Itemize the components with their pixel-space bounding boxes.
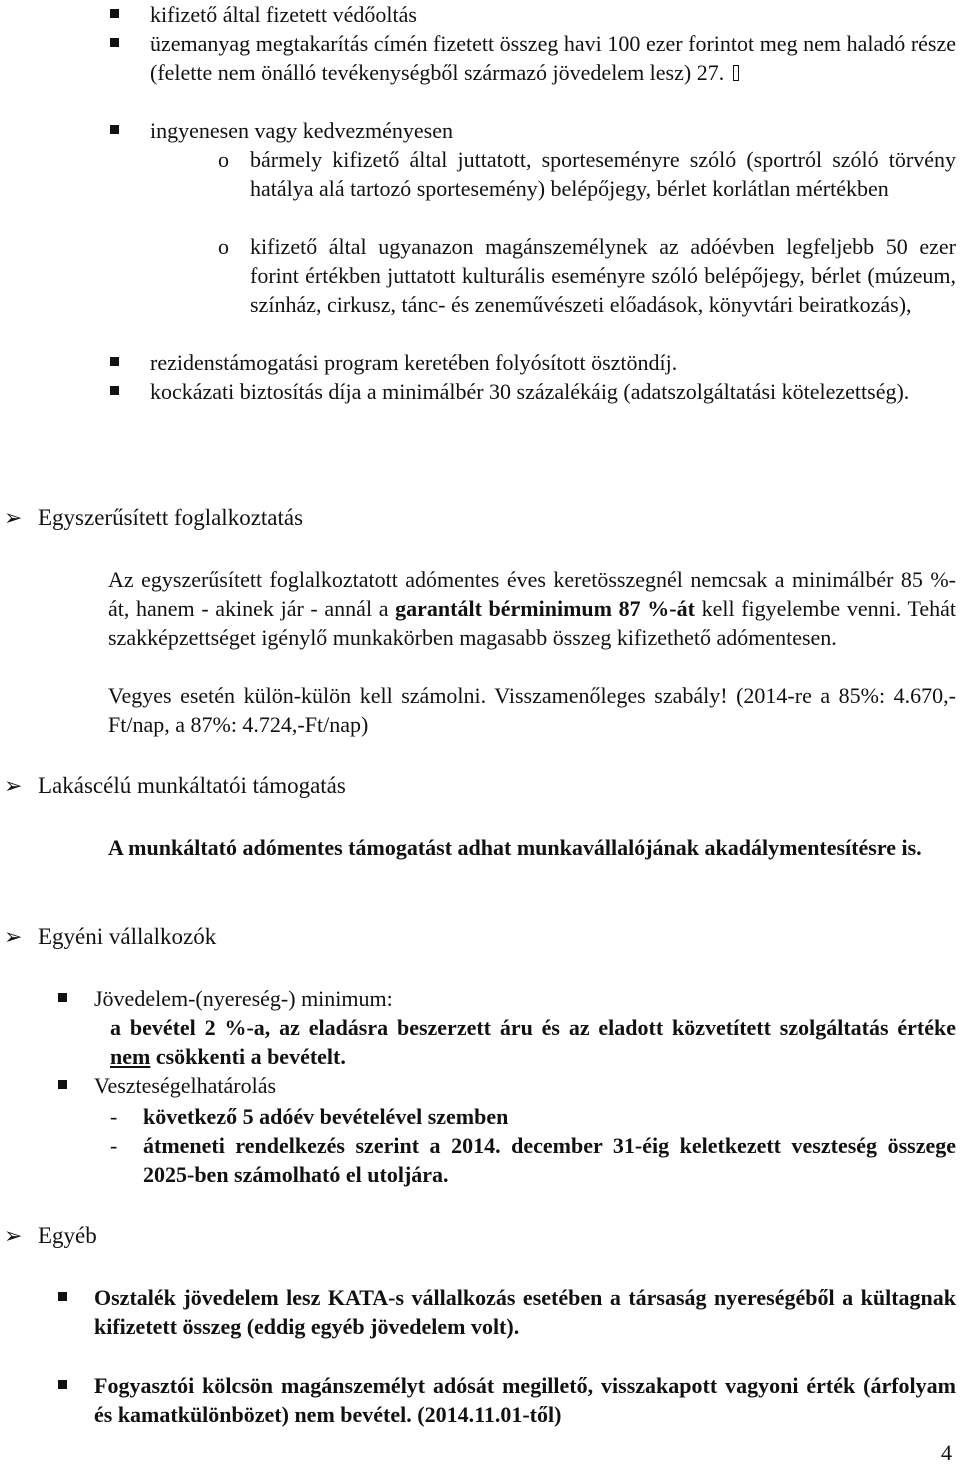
square-bullet-icon <box>110 386 119 395</box>
paragraph-bold-text: garantált bérminimum 87 %-át <box>395 596 695 621</box>
square-bullet-icon <box>58 1292 67 1301</box>
list-item <box>150 29 956 87</box>
paragraph <box>108 565 956 652</box>
section-heading: Egyszerűsített foglalkoztatás <box>38 505 304 530</box>
square-bullet-icon <box>110 357 119 366</box>
sub-list-item: kifizető által ugyanazon magánszemélynek az adóévben legfeljebb 50 ezer forint értékben juttatott kulturális eseményre szóló belépőjegy, bérlet (múzeum, színház, cirkusz, tánc- és zeneművészeti előadások, könyvtári beiratkozás), <box>250 234 956 317</box>
circle-bullet-icon: o <box>218 234 229 259</box>
list-item-label: Jövedelem-(nyereség-) minimum: <box>94 986 393 1011</box>
list-item-body <box>110 1013 956 1071</box>
section-heading: Egyéni vállalkozók <box>38 924 217 949</box>
list-item: kockázati biztosítás díja a minimálbér 30 százalékáig (adatszolgáltatási kötelezettség). <box>150 379 910 404</box>
square-bullet-icon <box>110 125 119 134</box>
dash-bullet-icon: - <box>110 1133 118 1158</box>
list-item-label: Veszteségelhatárolás <box>94 1073 277 1098</box>
page-number: 4 <box>941 1440 952 1465</box>
list-item: rezidenstámogatási program keretében folyósított ösztöndíj. <box>150 350 678 375</box>
square-bullet-icon <box>58 1080 67 1089</box>
section-heading: Lakáscélú munkáltatói támogatás <box>38 773 346 798</box>
paragraph: Vegyes esetén külön-külön kell számolni. Visszamenőleges szabály! (2014-re a 85%: 4.670,-Ft/nap, a 87%: 4.724,-Ft/nap) <box>108 683 956 737</box>
check-arrow-bullet-icon: ➢ <box>4 773 23 798</box>
sub-list-item: bármely kifizető által juttatott, sporteseményre szóló (sportról szóló törvény hatálya alá tartozó sportesemény) belépőjegy, bérlet korlátlan mértékben <box>250 147 956 201</box>
square-bullet-icon <box>110 38 119 47</box>
paragraph-text: kell figyelembe venni. Tehát szakképzettséget igénylő munkakörben magasabb összeg kifizethető adómentesen. <box>108 596 957 650</box>
dash-list-item: átmeneti rendelkezés szerint a 2014. december 31-éig keletkezett veszteség összege 2025-ben számolható el utoljára. <box>143 1133 956 1187</box>
paragraph: A munkáltató adómentes támogatást adhat munkavállalójának akadálymentesítésre is. <box>108 835 922 860</box>
list-item-text: üzemanyag megtakarítás címén fizetett összeg havi 100 ezer forintot meg nem haladó része (felette nem önálló tevékenységből származó jövedelem lesz) 27. <box>150 31 956 85</box>
dash-list-item: következő 5 adóév bevételével szemben <box>143 1104 509 1129</box>
square-bullet-icon <box>58 1380 67 1389</box>
square-bullet-icon <box>110 9 119 18</box>
list-item-text: a bevétel 2 %-a, az eladásra beszerzett áru és az eladott közvetített szolgáltatás értéke <box>110 1015 956 1040</box>
check-arrow-bullet-icon: ➢ <box>4 1223 23 1248</box>
list-item-text: csökkenti a bevételt. <box>150 1044 346 1069</box>
check-arrow-bullet-icon: ➢ <box>4 924 23 949</box>
check-arrow-bullet-icon: ➢ <box>4 505 23 530</box>
footnote-marker-icon <box>733 65 739 81</box>
dash-bullet-icon: - <box>110 1104 118 1129</box>
underlined-word: nem <box>110 1044 151 1069</box>
circle-bullet-icon: o <box>218 147 229 172</box>
list-item: Fogyasztói kölcsön magánszemélyt adósát megillető, visszakapott vagyoni érték (árfolyam és kamatkülönbözet) nem bevétel. (2014.11.01-től) <box>94 1373 956 1427</box>
list-item: Osztalék jövedelem lesz KATA-s vállalkozás esetében a társaság nyereségéből a kültagnak kifizetett összeg (eddig egyéb jövedelem volt). <box>94 1285 956 1339</box>
list-item: kifizető által fizetett védőoltás <box>150 2 417 27</box>
section-heading: Egyéb <box>38 1223 97 1248</box>
paragraph-text: Az egyszerűsített foglalkoztatott adómentes éves keretösszegnél nemcsak a minimálbér 85 %-át, hanem - akinek jár - annál a <box>108 567 956 621</box>
square-bullet-icon <box>58 993 67 1002</box>
list-item: ingyenesen vagy kedvezményesen <box>150 118 453 143</box>
